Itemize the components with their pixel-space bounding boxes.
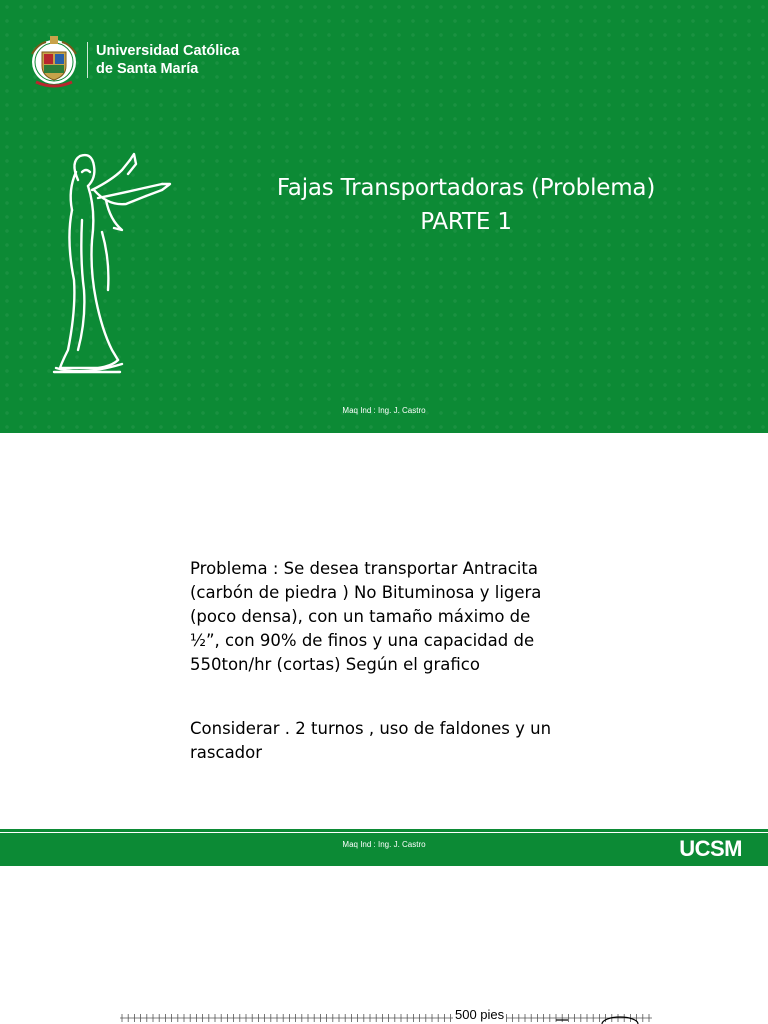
problem-line: Problema : Se desea transportar Antracita [190, 559, 538, 578]
ucsm-logo-text: UCSM [679, 836, 742, 861]
university-name [96, 42, 239, 78]
slide-footer: Maq Ind : Ing. J. Castro [342, 406, 426, 415]
consider-line: Considerar . 2 turnos , uso de faldones y un [190, 719, 552, 738]
university-name-line1: Universidad Católica [96, 43, 240, 59]
footer-rule [0, 829, 768, 832]
footer-bar [0, 833, 768, 866]
university-seal-icon [28, 34, 80, 90]
problem-statement [190, 557, 630, 677]
problem-line: (poco densa), con un tamaño máximo de [190, 607, 531, 626]
problem-slide [0, 433, 768, 866]
university-name-line2: de Santa María [96, 61, 199, 77]
logo-divider [87, 42, 88, 78]
slide-footer: Maq Ind : Ing. J. Castro [342, 840, 426, 849]
slide-title-line1: Fajas Transportadoras (Problema) [276, 175, 656, 201]
problem-line: (carbón de piedra ) No Bituminosa y ligera [190, 583, 542, 602]
slide-title-line2: PARTE 1 [420, 209, 512, 235]
slide-title [170, 171, 762, 239]
title-slide [0, 0, 768, 433]
virgin-statue-icon [52, 150, 176, 376]
dimension-ruler [120, 1012, 652, 1024]
diagram-slide [0, 866, 768, 1024]
problem-line: ½”, con 90% de finos y una capacidad de [190, 631, 535, 650]
dimension-label: 500 pies [455, 1007, 505, 1022]
consider-line: rascador [190, 743, 263, 762]
problem-line: 550ton/hr (cortas) Según el grafico [190, 655, 480, 674]
consider-statement [190, 717, 640, 765]
